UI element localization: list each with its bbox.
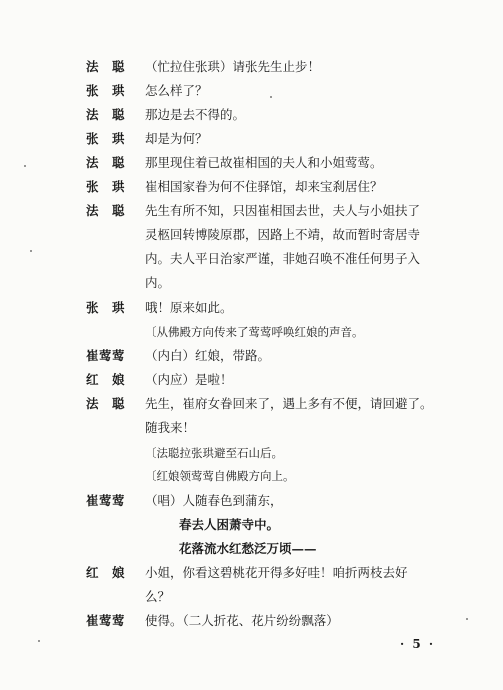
page-number: · 5 · xyxy=(400,637,436,651)
dialogue-text: 哦！原来如此。 xyxy=(145,300,233,315)
dialogue-line xyxy=(86,177,493,197)
speaker-name: 张 珙 xyxy=(86,83,126,98)
dialogue-line xyxy=(86,129,493,149)
dialogue-text: 先生，崔府女眷回来了，遇上多有不便，请回避了。 xyxy=(145,396,433,411)
speaker-name: 红 娘 xyxy=(86,372,126,387)
dialogue-line xyxy=(86,346,493,366)
speaker-name: 法 聪 xyxy=(86,59,126,74)
dialogue-line xyxy=(86,563,493,583)
speaker-name: 崔莺莺 xyxy=(86,493,126,508)
dialogue-line xyxy=(86,611,493,631)
stage-direction: 〔红娘领莺莺自佛殿方向上。 xyxy=(145,469,295,483)
dialogue-continuation: 么？ xyxy=(145,589,171,604)
dialogue-continuation: 随我来！ xyxy=(145,420,196,435)
stage-direction: 〔法聪拉张珙避至石山后。 xyxy=(145,446,283,460)
speaker-name: 法 聪 xyxy=(86,107,126,122)
dialogue-text: 崔相国家眷为何不住驿馆，却来宝刹居住？ xyxy=(145,179,383,194)
dialogue-continuation: 内。夫人平日治家严谨，非她召唤不准任何男子入 xyxy=(145,251,421,266)
dialogue-text: 那边是去不得的。 xyxy=(145,107,246,122)
dialogue-line xyxy=(86,153,493,173)
scan-speck xyxy=(24,165,26,167)
speaker-name: 红 娘 xyxy=(86,565,126,580)
scan-speck xyxy=(30,250,32,252)
scan-speck xyxy=(466,618,468,620)
dialogue-text: 使得。（二人折花、花片纷纷飘落） xyxy=(145,613,339,628)
dialogue-text: （唱）人随春色到蒲东， xyxy=(145,493,283,508)
dialogue-continuation: 灵柩回转博陵原郡，因路上不靖，故而暂时寄居寺 xyxy=(145,227,421,242)
dialogue-line xyxy=(86,370,493,390)
speaker-name: 张 珙 xyxy=(86,131,126,146)
speaker-name: 法 聪 xyxy=(86,203,126,218)
dialogue-line xyxy=(86,394,493,414)
dialogue-line xyxy=(86,298,493,318)
dialogue-text: 却是为何？ xyxy=(145,131,208,146)
dialogue-text: 小姐，你看这碧桃花开得多好哇！咱折两枝去好 xyxy=(145,565,408,580)
speaker-name: 张 珙 xyxy=(86,300,126,315)
speaker-name: 张 珙 xyxy=(86,179,126,194)
dialogue-text: （忙拉住张珙）请张先生止步！ xyxy=(145,59,321,74)
dialogue-text: 怎么样了？ xyxy=(145,83,208,98)
scan-speck xyxy=(38,640,40,642)
stage-direction: 〔从佛殿方向传来了莺莺呼唤红娘的声音。 xyxy=(145,325,364,339)
dialogue-continuation: 内。 xyxy=(145,275,171,290)
sung-verse: 春去人困萧寺中。 xyxy=(179,517,280,532)
speaker-name: 法 聪 xyxy=(86,396,126,411)
dialogue-line xyxy=(86,201,493,221)
dialogue-line xyxy=(86,57,493,77)
dialogue-text: （内白）红娘，带路。 xyxy=(145,348,271,363)
speaker-name: 崔莺莺 xyxy=(86,613,126,628)
scan-speck xyxy=(270,96,272,98)
sung-verse: 花落流水红愁泛万顷—— xyxy=(179,541,317,556)
dialogue-line xyxy=(86,81,493,101)
dialogue-line xyxy=(86,491,493,511)
speaker-name: 崔莺莺 xyxy=(86,348,126,363)
dialogue-line xyxy=(86,105,493,125)
speaker-name: 法 聪 xyxy=(86,155,126,170)
dialogue-text: （内应）是啦！ xyxy=(145,372,233,387)
dialogue-text: 那里现住着已故崔相国的夫人和小姐莺莺。 xyxy=(145,155,383,170)
dialogue-text: 先生有所不知，只因崔相国去世，夫人与小姐扶了 xyxy=(145,203,421,218)
